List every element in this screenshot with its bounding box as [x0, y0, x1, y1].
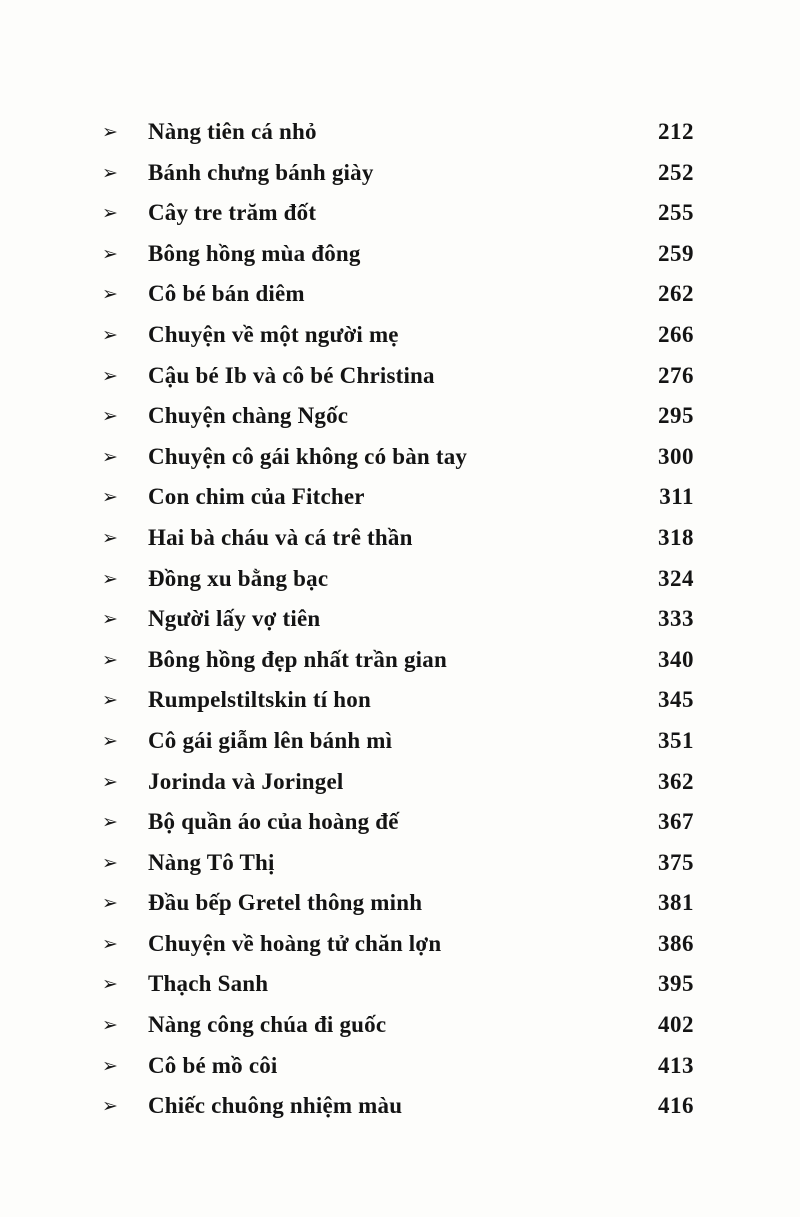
toc-entry [102, 1005, 694, 1046]
arrow-bullet-icon: ➢ [102, 405, 118, 428]
toc-entry-page: 300 [658, 443, 694, 469]
toc-entry [102, 274, 694, 315]
toc-entry [102, 680, 694, 721]
toc-entry-title: Rumpelstiltskin tí hon [148, 687, 371, 713]
arrow-bullet-icon: ➢ [102, 1054, 118, 1077]
toc-entry-title: Chuyện về một người mẹ [148, 321, 399, 347]
toc-entry-page: 318 [658, 524, 694, 550]
toc-entry-title: Hai bà cháu và cá trê thần [148, 524, 413, 550]
toc-entry-page: 295 [658, 403, 694, 429]
toc-entry [102, 112, 694, 153]
arrow-bullet-icon: ➢ [102, 770, 118, 793]
toc-entry-page: 386 [658, 930, 694, 956]
toc-entry-title: Chiếc chuông nhiệm màu [148, 1093, 403, 1119]
toc-entry-page: 311 [659, 484, 694, 510]
toc-entry-title: Cô gái giẫm lên bánh mì [148, 727, 393, 753]
toc-entry-page: 266 [658, 321, 694, 347]
toc-entry-title: Chuyện cô gái không có bàn tay [148, 443, 468, 469]
toc-entry-title: Cây tre trăm đốt [148, 200, 317, 226]
arrow-bullet-icon: ➢ [102, 486, 118, 509]
arrow-bullet-icon: ➢ [102, 323, 118, 346]
toc-entry-title: Thạch Sanh [148, 971, 269, 997]
toc-entry-page: 402 [658, 1012, 694, 1038]
arrow-bullet-icon: ➢ [102, 1095, 118, 1118]
toc-entry [102, 234, 694, 275]
toc-entry-title: Chuyện về hoàng tử chăn lợn [148, 930, 442, 956]
toc-entry-title: Đầu bếp Gretel thông minh [148, 890, 423, 916]
toc-entry-title: Bông hồng đẹp nhất trần gian [148, 646, 447, 672]
arrow-bullet-icon: ➢ [102, 1014, 118, 1037]
toc-entry-title: Nàng Tô Thị [148, 849, 275, 875]
toc-entry [102, 843, 694, 884]
toc-entry-title: Nàng tiên cá nhỏ [148, 119, 317, 144]
toc-entry-page: 259 [658, 240, 694, 266]
toc-entry-title: Jorinda và Joringel [148, 768, 344, 794]
toc-entry [102, 193, 694, 234]
arrow-bullet-icon: ➢ [102, 121, 118, 143]
toc-entry-page: 212 [658, 119, 694, 144]
arrow-bullet-icon: ➢ [102, 811, 118, 834]
toc-entry-title: Cậu bé Ib và cô bé Christina [148, 362, 435, 388]
toc-entry [102, 1086, 694, 1127]
toc-entry-page: 395 [658, 971, 694, 997]
toc-entry-title: Người lấy vợ tiên [148, 606, 321, 632]
toc-entry-page: 381 [658, 890, 694, 916]
arrow-bullet-icon: ➢ [102, 283, 118, 306]
arrow-bullet-icon: ➢ [102, 526, 118, 549]
toc-entry [102, 721, 694, 762]
toc-entry [102, 924, 694, 965]
toc-entry-title: Con chim của Fitcher [148, 484, 365, 510]
arrow-bullet-icon: ➢ [102, 973, 118, 996]
toc-entry-page: 324 [658, 565, 694, 591]
toc-entry [102, 396, 694, 437]
toc-entry-page: 367 [658, 809, 694, 835]
toc-entry [102, 356, 694, 397]
toc-entry [102, 559, 694, 600]
toc-entry-page: 413 [658, 1052, 694, 1078]
arrow-bullet-icon: ➢ [102, 648, 118, 671]
toc-entry-page: 362 [658, 768, 694, 794]
arrow-bullet-icon: ➢ [102, 851, 118, 874]
toc-entry [102, 964, 694, 1005]
toc-entry [102, 883, 694, 924]
toc-entry [102, 315, 694, 356]
toc-entry-page: 345 [658, 687, 694, 713]
toc-entry-title: Cô bé mồ côi [148, 1052, 278, 1078]
toc-entry-page: 416 [658, 1093, 694, 1119]
toc-entry-title: Bông hồng mùa đông [148, 240, 361, 266]
arrow-bullet-icon: ➢ [102, 202, 118, 225]
toc-entry [102, 599, 694, 640]
toc-entry-page: 351 [658, 727, 694, 753]
toc-entry [102, 518, 694, 559]
toc-entry-page: 340 [658, 646, 694, 672]
arrow-bullet-icon: ➢ [102, 567, 118, 590]
arrow-bullet-icon: ➢ [102, 608, 118, 631]
toc-entry [102, 1046, 694, 1087]
toc-entry-title: Nàng công chúa đi guốc [148, 1012, 387, 1038]
toc-entry [102, 762, 694, 803]
toc-entry-page: 375 [658, 849, 694, 875]
toc-entry-title: Bộ quần áo của hoàng đế [148, 809, 399, 835]
arrow-bullet-icon: ➢ [102, 364, 118, 387]
toc-entry [102, 640, 694, 681]
arrow-bullet-icon: ➢ [102, 729, 118, 752]
arrow-bullet-icon: ➢ [102, 932, 118, 955]
arrow-bullet-icon: ➢ [102, 242, 118, 265]
toc-entry [102, 802, 694, 843]
arrow-bullet-icon: ➢ [102, 445, 118, 468]
toc-entry-page: 276 [658, 362, 694, 388]
arrow-bullet-icon: ➢ [102, 689, 118, 712]
toc-entry [102, 437, 694, 478]
toc-entry-page: 252 [658, 159, 694, 185]
toc-entry-title: Cô bé bán diêm [148, 281, 305, 307]
toc-entry-title: Đồng xu bằng bạc [148, 565, 329, 591]
toc-entry-page: 262 [658, 281, 694, 307]
toc-entry-title: Chuyện chàng Ngốc [148, 403, 349, 429]
toc-list [102, 112, 694, 1127]
toc-entry-title: Bánh chưng bánh giày [148, 159, 374, 185]
arrow-bullet-icon: ➢ [102, 892, 118, 915]
toc-entry-page: 255 [658, 200, 694, 226]
toc-entry [102, 477, 694, 518]
toc-entry-page: 333 [658, 606, 694, 632]
arrow-bullet-icon: ➢ [102, 161, 118, 184]
toc-entry [102, 153, 694, 194]
